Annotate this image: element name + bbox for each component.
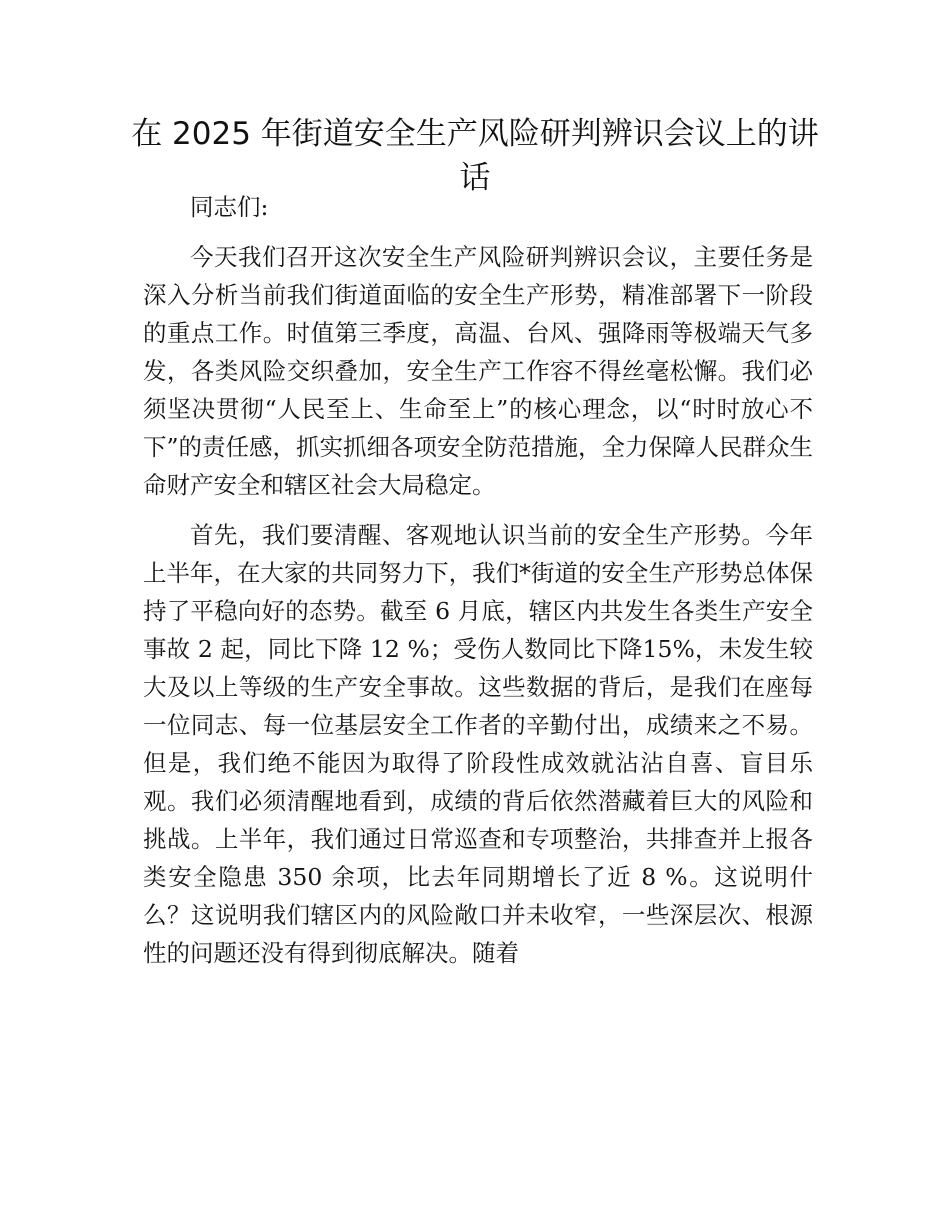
document-title: 在 2025 年街道安全生产风险研判辨识会议上的讲话 bbox=[131, 116, 819, 196]
document-body bbox=[143, 188, 813, 984]
paragraph-2: 首先，我们要清醒、客观地认识当前的安全生产形势。今年上半年，在大家的共同努力下，我们*街道的安全生产形势总体保持了平稳向好的态势。截至 6 月底，辖区内共发生各类生产安全事故 2 起，同比下降 12 %；受伤人数同比下降15%，未发生较大及以上等级的生产安全事故。这些数据的背后，是我们在座每一位同志、每一位基层安全工作者的辛勤付出，成绩来之不易。但是，我们绝不能因为取得了阶段性成效就沾沾自喜、盲目乐观。我们必须清醒地看到，成绩的背后依然潜藏着巨大的风险和挑战。上半年，我们通过日常巡查和专项整治，共排查并上报各类安全隐患 350 余项，比去年同期增长了近 8 %。这说明什么？这说明我们辖区内的风险敞口并未收窄，一些深层次、根源性的问题还没有得到彻底解决。随着 bbox=[143, 521, 813, 967]
paragraph-1: 今天我们召开这次安全生产风险研判辨识会议，主要任务是深入分析当前我们街道面临的安全生产形势，精准部署下一阶段的重点工作。时值第三季度，高温、台风、强降雨等极端天气多发，各类风险交织叠加，安全生产工作容不得丝毫松懈。我们必须坚决贯彻“人民至上、生命至上”的核心理念，以“时时放心不下”的责任感，抓实抓细各项安全防范措施，全力保障人民群众生命财产安全和辖区社会大局稳定。 bbox=[143, 243, 814, 499]
salutation: 同志们: bbox=[190, 193, 269, 221]
